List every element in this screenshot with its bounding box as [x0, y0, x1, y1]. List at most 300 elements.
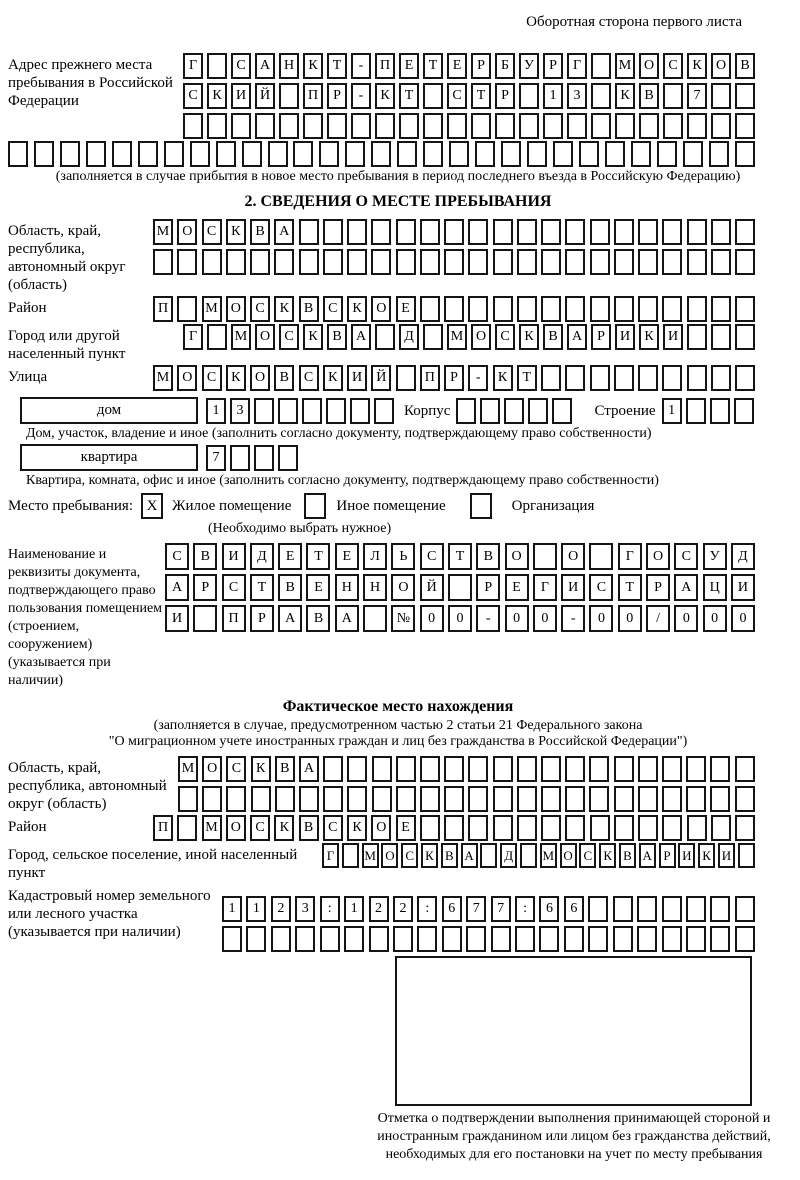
char-cell[interactable]: Т	[327, 53, 347, 79]
char-cell[interactable]	[293, 141, 313, 167]
char-cell[interactable]	[590, 815, 610, 841]
char-cell[interactable]: П	[153, 296, 173, 322]
char-cell[interactable]: В	[193, 543, 217, 570]
char-cell[interactable]	[177, 815, 197, 841]
char-cell[interactable]	[242, 141, 262, 167]
char-cell[interactable]: О	[371, 296, 391, 322]
char-cell[interactable]	[711, 324, 731, 350]
char-cell[interactable]	[528, 398, 548, 424]
char-cell[interactable]: Е	[399, 53, 419, 79]
char-cell[interactable]: С	[589, 574, 613, 601]
char-cell[interactable]	[448, 574, 472, 601]
char-cell[interactable]: О	[255, 324, 275, 350]
char-cell[interactable]: Г	[567, 53, 587, 79]
char-cell[interactable]: /	[646, 605, 670, 632]
char-cell[interactable]: М	[540, 843, 557, 868]
char-cell[interactable]: -	[476, 605, 500, 632]
char-cell[interactable]: П	[153, 815, 173, 841]
char-cell[interactable]: Р	[646, 574, 670, 601]
char-cell[interactable]: 1	[543, 83, 563, 109]
char-cell[interactable]	[372, 756, 392, 782]
char-cell[interactable]	[565, 249, 585, 275]
char-cell[interactable]	[541, 786, 561, 812]
char-cell[interactable]	[444, 786, 464, 812]
char-cell[interactable]: Р	[327, 83, 347, 109]
char-cell[interactable]: А	[255, 53, 275, 79]
char-cell[interactable]	[493, 219, 513, 245]
char-cell[interactable]	[153, 249, 173, 275]
char-cell[interactable]	[662, 926, 682, 952]
char-cell[interactable]	[709, 141, 729, 167]
char-cell[interactable]: О	[226, 296, 246, 322]
char-cell[interactable]: Й	[420, 574, 444, 601]
char-cell[interactable]: А	[274, 219, 294, 245]
char-cell[interactable]: А	[165, 574, 189, 601]
char-cell[interactable]	[735, 786, 755, 812]
char-cell[interactable]: Е	[505, 574, 529, 601]
char-cell[interactable]: К	[274, 296, 294, 322]
char-cell[interactable]	[351, 113, 371, 139]
char-cell[interactable]	[456, 398, 476, 424]
zhiloe-checkbox[interactable]: X	[141, 493, 163, 519]
char-cell[interactable]	[207, 324, 227, 350]
char-cell[interactable]	[637, 896, 657, 922]
char-cell[interactable]: С	[674, 543, 698, 570]
char-cell[interactable]	[444, 296, 464, 322]
char-cell[interactable]: С	[250, 815, 270, 841]
char-cell[interactable]: С	[495, 324, 515, 350]
char-cell[interactable]	[662, 896, 682, 922]
char-cell[interactable]: А	[351, 324, 371, 350]
char-cell[interactable]: -	[561, 605, 585, 632]
char-cell[interactable]	[344, 926, 364, 952]
char-cell[interactable]: Е	[306, 574, 330, 601]
char-cell[interactable]	[710, 896, 730, 922]
char-cell[interactable]: И	[615, 324, 635, 350]
char-cell[interactable]	[466, 926, 486, 952]
char-cell[interactable]	[420, 756, 440, 782]
char-cell[interactable]	[347, 786, 367, 812]
char-cell[interactable]: С	[401, 843, 418, 868]
char-cell[interactable]	[638, 786, 658, 812]
char-cell[interactable]	[686, 896, 706, 922]
char-cell[interactable]	[735, 141, 755, 167]
char-cell[interactable]: :	[320, 896, 340, 922]
char-cell[interactable]	[541, 365, 561, 391]
char-cell[interactable]	[565, 786, 585, 812]
char-cell[interactable]: Т	[250, 574, 274, 601]
char-cell[interactable]	[504, 398, 524, 424]
char-cell[interactable]: С	[447, 83, 467, 109]
char-cell[interactable]: Ц	[703, 574, 727, 601]
char-cell[interactable]	[493, 249, 513, 275]
char-cell[interactable]	[565, 365, 585, 391]
char-cell[interactable]	[468, 815, 488, 841]
char-cell[interactable]: О	[711, 53, 731, 79]
char-cell[interactable]	[254, 398, 274, 424]
char-cell[interactable]	[468, 249, 488, 275]
char-cell[interactable]: М	[153, 365, 173, 391]
char-cell[interactable]	[320, 926, 340, 952]
char-cell[interactable]	[323, 219, 343, 245]
char-cell[interactable]: Т	[423, 53, 443, 79]
char-cell[interactable]	[255, 113, 275, 139]
char-cell[interactable]: А	[299, 756, 319, 782]
char-cell[interactable]	[735, 219, 755, 245]
char-cell[interactable]: Р	[193, 574, 217, 601]
char-cell[interactable]	[396, 249, 416, 275]
char-cell[interactable]	[8, 141, 28, 167]
char-cell[interactable]	[396, 365, 416, 391]
char-cell[interactable]: И	[678, 843, 695, 868]
char-cell[interactable]	[735, 896, 755, 922]
char-cell[interactable]: К	[375, 83, 395, 109]
char-cell[interactable]	[420, 815, 440, 841]
char-cell[interactable]: А	[674, 574, 698, 601]
char-cell[interactable]	[480, 843, 497, 868]
char-cell[interactable]: Г	[183, 53, 203, 79]
char-cell[interactable]	[327, 113, 347, 139]
char-cell[interactable]: Г	[533, 574, 557, 601]
char-cell[interactable]: О	[646, 543, 670, 570]
char-cell[interactable]	[686, 398, 706, 424]
char-cell[interactable]: И	[222, 543, 246, 570]
char-cell[interactable]	[491, 926, 511, 952]
char-cell[interactable]	[738, 843, 755, 868]
char-cell[interactable]	[553, 141, 573, 167]
char-cell[interactable]	[565, 219, 585, 245]
char-cell[interactable]	[396, 756, 416, 782]
char-cell[interactable]: И	[231, 83, 251, 109]
char-cell[interactable]: К	[599, 843, 616, 868]
char-cell[interactable]	[539, 926, 559, 952]
char-cell[interactable]	[614, 756, 634, 782]
char-cell[interactable]: 0	[533, 605, 557, 632]
char-cell[interactable]	[251, 786, 271, 812]
char-cell[interactable]: Т	[471, 83, 491, 109]
char-cell[interactable]	[299, 249, 319, 275]
char-cell[interactable]: 0	[674, 605, 698, 632]
kvartira-box[interactable]: квартира	[20, 444, 198, 471]
char-cell[interactable]: С	[323, 296, 343, 322]
char-cell[interactable]	[278, 445, 298, 471]
char-cell[interactable]: В	[735, 53, 755, 79]
char-cell[interactable]	[345, 141, 365, 167]
char-cell[interactable]: 1	[344, 896, 364, 922]
char-cell[interactable]: С	[420, 543, 444, 570]
char-cell[interactable]	[323, 756, 343, 782]
char-cell[interactable]: 0	[448, 605, 472, 632]
char-cell[interactable]: К	[347, 296, 367, 322]
char-cell[interactable]: О	[250, 365, 270, 391]
char-cell[interactable]	[638, 815, 658, 841]
char-cell[interactable]	[657, 141, 677, 167]
char-cell[interactable]	[614, 219, 634, 245]
char-cell[interactable]: К	[303, 324, 323, 350]
char-cell[interactable]	[202, 249, 222, 275]
char-cell[interactable]	[369, 926, 389, 952]
char-cell[interactable]: И	[561, 574, 585, 601]
char-cell[interactable]: 1	[662, 398, 682, 424]
char-cell[interactable]	[686, 756, 706, 782]
char-cell[interactable]: 6	[539, 896, 559, 922]
char-cell[interactable]: Е	[396, 296, 416, 322]
char-cell[interactable]: Т	[618, 574, 642, 601]
char-cell[interactable]: Н	[363, 574, 387, 601]
char-cell[interactable]	[444, 756, 464, 782]
char-cell[interactable]	[735, 926, 755, 952]
char-cell[interactable]	[662, 786, 682, 812]
char-cell[interactable]: 1	[222, 896, 242, 922]
char-cell[interactable]	[711, 249, 731, 275]
char-cell[interactable]: К	[519, 324, 539, 350]
char-cell[interactable]	[734, 398, 754, 424]
char-cell[interactable]: К	[303, 53, 323, 79]
char-cell[interactable]: М	[447, 324, 467, 350]
char-cell[interactable]: Д	[399, 324, 419, 350]
char-cell[interactable]	[541, 219, 561, 245]
char-cell[interactable]	[226, 786, 246, 812]
char-cell[interactable]: К	[207, 83, 227, 109]
char-cell[interactable]	[347, 756, 367, 782]
char-cell[interactable]	[303, 113, 323, 139]
char-cell[interactable]	[683, 141, 703, 167]
char-cell[interactable]: И	[347, 365, 367, 391]
char-cell[interactable]	[138, 141, 158, 167]
char-cell[interactable]	[517, 296, 537, 322]
char-cell[interactable]	[687, 815, 707, 841]
char-cell[interactable]: Л	[363, 543, 387, 570]
char-cell[interactable]	[590, 365, 610, 391]
dom-box[interactable]: дом	[20, 397, 198, 424]
char-cell[interactable]: О	[505, 543, 529, 570]
char-cell[interactable]: В	[299, 296, 319, 322]
char-cell[interactable]: 3	[230, 398, 250, 424]
char-cell[interactable]	[605, 141, 625, 167]
char-cell[interactable]	[541, 815, 561, 841]
char-cell[interactable]	[541, 756, 561, 782]
char-cell[interactable]	[420, 296, 440, 322]
char-cell[interactable]	[527, 141, 547, 167]
char-cell[interactable]	[475, 141, 495, 167]
char-cell[interactable]	[279, 83, 299, 109]
char-cell[interactable]: И	[165, 605, 189, 632]
char-cell[interactable]	[423, 141, 443, 167]
char-cell[interactable]: С	[202, 219, 222, 245]
char-cell[interactable]	[543, 113, 563, 139]
char-cell[interactable]	[375, 113, 395, 139]
char-cell[interactable]: П	[222, 605, 246, 632]
char-cell[interactable]	[420, 219, 440, 245]
char-cell[interactable]: М	[202, 815, 222, 841]
char-cell[interactable]: В	[299, 815, 319, 841]
char-cell[interactable]: 0	[505, 605, 529, 632]
char-cell[interactable]	[687, 365, 707, 391]
inoe-checkbox[interactable]	[304, 493, 326, 519]
char-cell[interactable]: С	[579, 843, 596, 868]
char-cell[interactable]	[268, 141, 288, 167]
char-cell[interactable]: И	[731, 574, 755, 601]
char-cell[interactable]: Р	[591, 324, 611, 350]
char-cell[interactable]: Р	[476, 574, 500, 601]
char-cell[interactable]: 7	[491, 896, 511, 922]
char-cell[interactable]	[442, 926, 462, 952]
char-cell[interactable]: О	[561, 543, 585, 570]
char-cell[interactable]: О	[471, 324, 491, 350]
char-cell[interactable]: 1	[206, 398, 226, 424]
char-cell[interactable]	[631, 141, 651, 167]
char-cell[interactable]	[686, 926, 706, 952]
char-cell[interactable]	[579, 141, 599, 167]
char-cell[interactable]	[614, 786, 634, 812]
char-cell[interactable]	[468, 786, 488, 812]
char-cell[interactable]	[347, 219, 367, 245]
char-cell[interactable]: В	[441, 843, 458, 868]
char-cell[interactable]: Д	[250, 543, 274, 570]
char-cell[interactable]	[589, 786, 609, 812]
char-cell[interactable]	[517, 756, 537, 782]
char-cell[interactable]: Д	[500, 843, 517, 868]
char-cell[interactable]	[177, 296, 197, 322]
char-cell[interactable]	[444, 219, 464, 245]
char-cell[interactable]	[471, 113, 491, 139]
char-cell[interactable]	[638, 249, 658, 275]
char-cell[interactable]	[371, 249, 391, 275]
char-cell[interactable]	[279, 113, 299, 139]
char-cell[interactable]: 0	[731, 605, 755, 632]
char-cell[interactable]	[246, 926, 266, 952]
char-cell[interactable]: Н	[335, 574, 359, 601]
char-cell[interactable]: М	[178, 756, 198, 782]
char-cell[interactable]	[399, 113, 419, 139]
char-cell[interactable]: К	[687, 53, 707, 79]
char-cell[interactable]	[541, 249, 561, 275]
char-cell[interactable]: С	[250, 296, 270, 322]
char-cell[interactable]: А	[639, 843, 656, 868]
char-cell[interactable]	[589, 543, 613, 570]
char-cell[interactable]	[190, 141, 210, 167]
char-cell[interactable]	[552, 398, 572, 424]
char-cell[interactable]: А	[335, 605, 359, 632]
char-cell[interactable]	[615, 113, 635, 139]
char-cell[interactable]: Е	[396, 815, 416, 841]
char-cell[interactable]	[663, 113, 683, 139]
char-cell[interactable]: Р	[250, 605, 274, 632]
char-cell[interactable]	[662, 296, 682, 322]
char-cell[interactable]	[216, 141, 236, 167]
char-cell[interactable]	[711, 365, 731, 391]
char-cell[interactable]: 7	[206, 445, 226, 471]
char-cell[interactable]	[447, 113, 467, 139]
char-cell[interactable]: 0	[420, 605, 444, 632]
char-cell[interactable]	[711, 113, 731, 139]
char-cell[interactable]	[274, 249, 294, 275]
char-cell[interactable]: О	[371, 815, 391, 841]
char-cell[interactable]	[423, 324, 443, 350]
char-cell[interactable]: 0	[703, 605, 727, 632]
char-cell[interactable]: Е	[335, 543, 359, 570]
char-cell[interactable]: П	[420, 365, 440, 391]
char-cell[interactable]: С	[165, 543, 189, 570]
char-cell[interactable]	[735, 249, 755, 275]
char-cell[interactable]	[590, 249, 610, 275]
char-cell[interactable]: В	[306, 605, 330, 632]
char-cell[interactable]: Т	[399, 83, 419, 109]
char-cell[interactable]: У	[519, 53, 539, 79]
char-cell[interactable]: 7	[466, 896, 486, 922]
char-cell[interactable]	[662, 815, 682, 841]
char-cell[interactable]: М	[153, 219, 173, 245]
char-cell[interactable]	[687, 219, 707, 245]
char-cell[interactable]	[271, 926, 291, 952]
char-cell[interactable]	[687, 296, 707, 322]
char-cell[interactable]: И	[718, 843, 735, 868]
char-cell[interactable]: К	[274, 815, 294, 841]
char-cell[interactable]: А	[567, 324, 587, 350]
char-cell[interactable]: П	[303, 83, 323, 109]
char-cell[interactable]: М	[615, 53, 635, 79]
char-cell[interactable]	[517, 815, 537, 841]
char-cell[interactable]	[420, 786, 440, 812]
char-cell[interactable]	[567, 113, 587, 139]
char-cell[interactable]	[662, 365, 682, 391]
char-cell[interactable]	[515, 926, 535, 952]
char-cell[interactable]	[591, 113, 611, 139]
char-cell[interactable]: В	[543, 324, 563, 350]
char-cell[interactable]	[589, 756, 609, 782]
char-cell[interactable]	[662, 249, 682, 275]
char-cell[interactable]	[444, 815, 464, 841]
char-cell[interactable]: С	[231, 53, 251, 79]
char-cell[interactable]	[588, 926, 608, 952]
char-cell[interactable]: 6	[442, 896, 462, 922]
char-cell[interactable]	[564, 926, 584, 952]
char-cell[interactable]: М	[202, 296, 222, 322]
char-cell[interactable]: -	[351, 83, 371, 109]
char-cell[interactable]	[517, 249, 537, 275]
char-cell[interactable]	[735, 815, 755, 841]
char-cell[interactable]	[710, 926, 730, 952]
char-cell[interactable]	[372, 786, 392, 812]
char-cell[interactable]: 3	[295, 896, 315, 922]
char-cell[interactable]	[396, 786, 416, 812]
char-cell[interactable]	[613, 926, 633, 952]
char-cell[interactable]: К	[493, 365, 513, 391]
char-cell[interactable]	[711, 815, 731, 841]
char-cell[interactable]	[350, 398, 370, 424]
char-cell[interactable]	[541, 296, 561, 322]
char-cell[interactable]: В	[250, 219, 270, 245]
char-cell[interactable]: О	[177, 365, 197, 391]
char-cell[interactable]: В	[619, 843, 636, 868]
char-cell[interactable]	[178, 786, 198, 812]
char-cell[interactable]: К	[226, 219, 246, 245]
char-cell[interactable]	[177, 249, 197, 275]
char-cell[interactable]	[319, 141, 339, 167]
char-cell[interactable]	[588, 896, 608, 922]
char-cell[interactable]: У	[703, 543, 727, 570]
char-cell[interactable]: Р	[659, 843, 676, 868]
char-cell[interactable]	[735, 113, 755, 139]
char-cell[interactable]	[735, 324, 755, 350]
char-cell[interactable]: Г	[322, 843, 339, 868]
char-cell[interactable]	[374, 398, 394, 424]
char-cell[interactable]: К	[698, 843, 715, 868]
char-cell[interactable]: С	[299, 365, 319, 391]
char-cell[interactable]: Й	[371, 365, 391, 391]
char-cell[interactable]: К	[615, 83, 635, 109]
char-cell[interactable]: Т	[448, 543, 472, 570]
